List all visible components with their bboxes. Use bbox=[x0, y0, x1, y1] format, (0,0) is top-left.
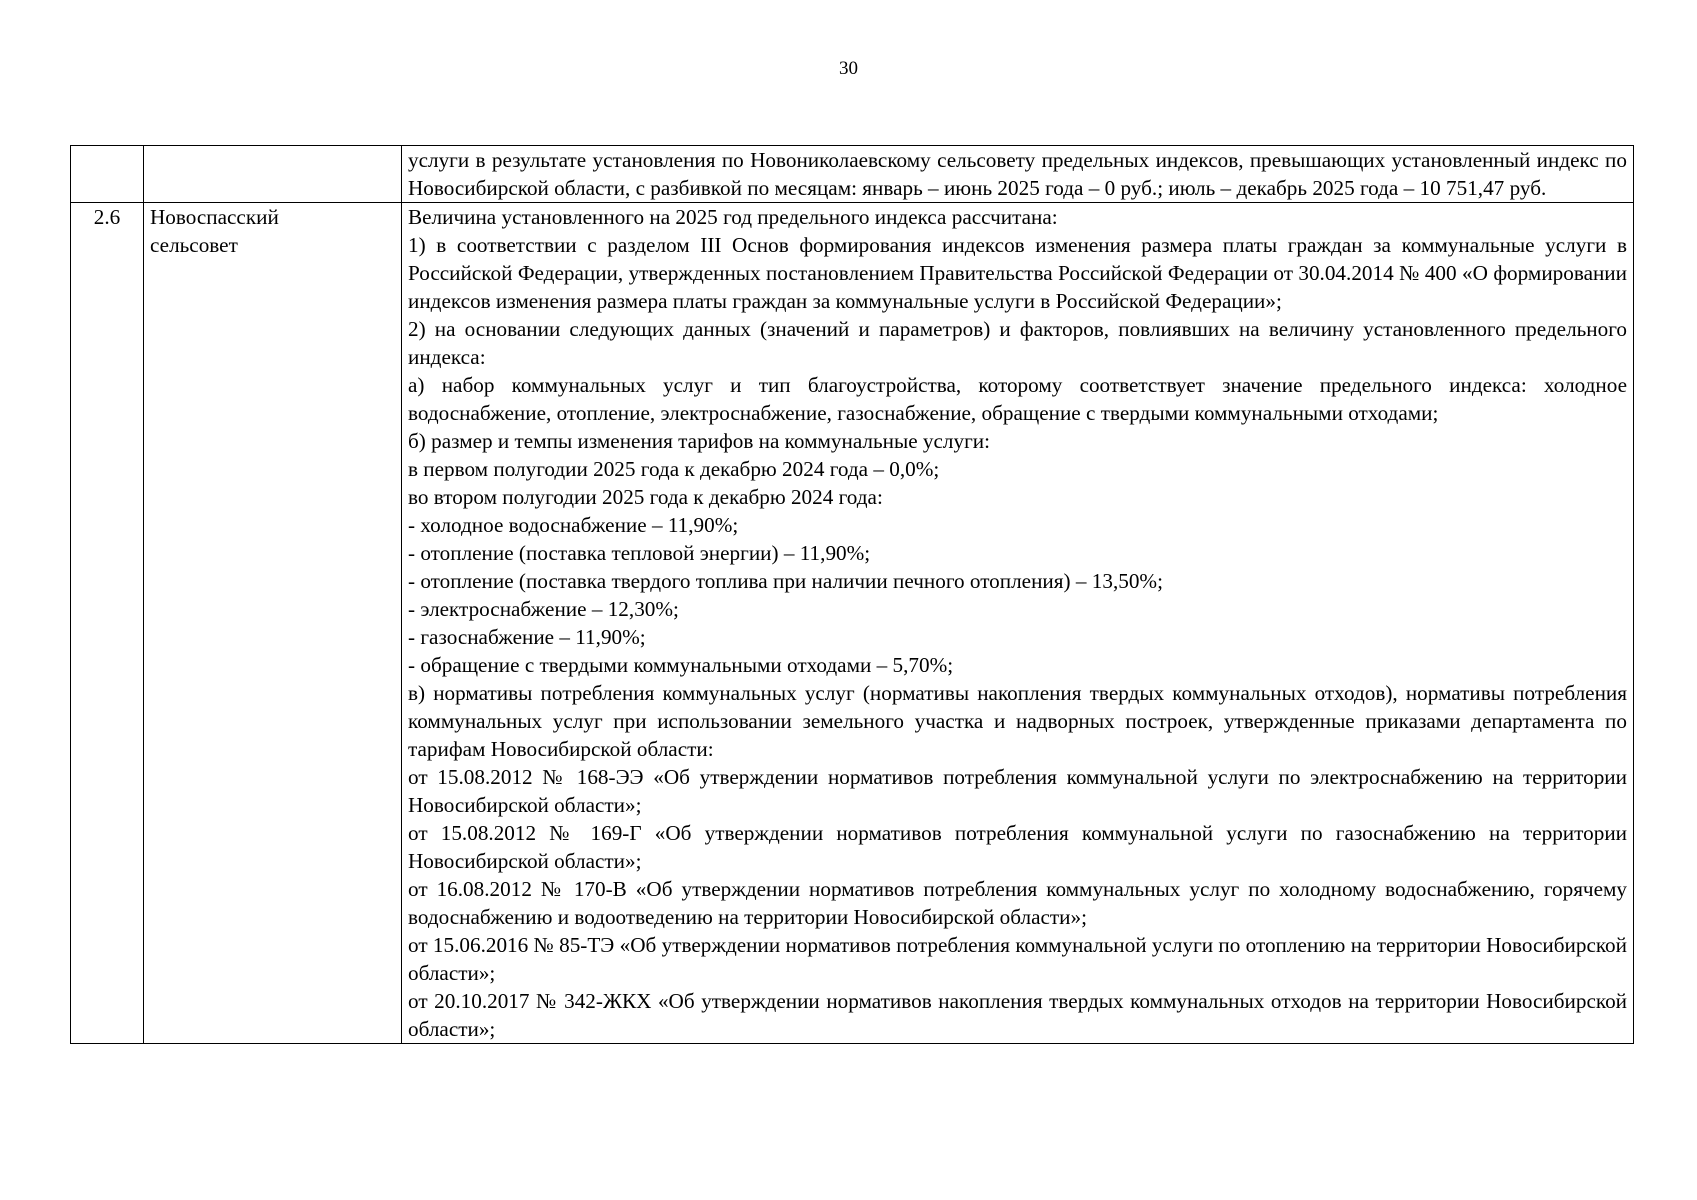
description-paragraph: - обращение с твердыми коммунальными отходами – 5,70%; bbox=[408, 653, 954, 677]
description-paragraph: во втором полугодии 2025 года к декабрю 2024 года: bbox=[408, 485, 883, 509]
description-paragraph: Величина установленного на 2025 год предельного индекса рассчитана: bbox=[408, 205, 1058, 229]
page-number: 30 bbox=[839, 58, 858, 79]
settlement-name-cell bbox=[144, 203, 402, 1044]
description-paragraph: от 15.08.2012 № 169-Г «Об утверждении нормативов потребления коммунальной услуги по газоснабжению на территории Новосибирской области»; bbox=[408, 821, 1627, 873]
description-paragraph: - холодное водоснабжение – 11,90%; bbox=[408, 513, 739, 537]
description-paragraph: от 15.08.2012 № 168-ЭЭ «Об утверждении нормативов потребления коммунальной услуги по электроснабжению на территории Новосибирской области»; bbox=[408, 765, 1627, 817]
settlement-name-line: Новоспасский bbox=[150, 205, 279, 229]
indices-table bbox=[70, 145, 1634, 1044]
settlement-name-line: сельсовет bbox=[150, 233, 238, 257]
description-paragraph: 2) на основании следующих данных (значений и параметров) и факторов, повлиявших на величину установленного предельного индекса: bbox=[408, 317, 1627, 369]
description-paragraph: а) набор коммунальных услуг и тип благоустройства, которому соответствует значение предельного индекса: холодное водоснабжение, отопление, электроснабжение, газоснабжение, обращение с твердыми коммунальными отходами; bbox=[408, 373, 1627, 425]
description-paragraph: - отопление (поставка твердого топлива при наличии печного отопления) – 13,50%; bbox=[408, 569, 1163, 593]
description-paragraph: б) размер и темпы изменения тарифов на коммунальные услуги: bbox=[408, 429, 991, 453]
description-paragraph: - газоснабжение – 11,90%; bbox=[408, 625, 646, 649]
description-paragraph: 1) в соответствии с разделом III Основ формирования индексов изменения размера платы граждан за коммунальные услуги в Российской Федерации, утвержденных постановлением Правительства Российской Федерации от 30.04.2014 № 400 «О формировании индексов изменения размера платы граждан за коммунальные услуги в Российской Федерации»; bbox=[408, 233, 1627, 313]
description-paragraph: от 16.08.2012 № 170-В «Об утверждении нормативов потребления коммунальных услуг по холодному водоснабжению, горячему водоснабжению и водоотведению на территории Новосибирской области»; bbox=[408, 877, 1627, 929]
description-paragraph: услуги в результате установления по Новониколаевскому сельсовету предельных индексов, превышающих установленный индекс по Новосибирской области, с разбивкой по месяцам: январь – июнь 2025 года – 0 руб.; июль – декабрь 2025 года – 10 751,47 руб. bbox=[408, 148, 1627, 200]
description-cell bbox=[402, 203, 1634, 1044]
description-paragraph: в) нормативы потребления коммунальных услуг (нормативы накопления твердых коммунальных отходов), нормативы потребления коммунальных услуг при использовании земельного участка и надворных построек, утвержденные приказами департамента по тарифам Новосибирской области: bbox=[408, 681, 1627, 761]
row-number-cell bbox=[71, 146, 144, 203]
settlement-name-cell bbox=[144, 146, 402, 203]
table-row bbox=[71, 203, 1634, 1044]
description-paragraph: - электроснабжение – 12,30%; bbox=[408, 597, 679, 621]
table-row bbox=[71, 146, 1634, 203]
description-paragraph: от 15.06.2016 № 85-ТЭ «Об утверждении нормативов потребления коммунальной услуги по отоплению на территории Новосибирской области»; bbox=[408, 933, 1627, 985]
row-number-cell: 2.6 bbox=[71, 203, 144, 1044]
description-paragraph: от 20.10.2017 № 342-ЖКХ «Об утверждении нормативов накопления твердых коммунальных отходов на территории Новосибирской области»; bbox=[408, 989, 1627, 1041]
description-paragraph: - отопление (поставка тепловой энергии) – 11,90%; bbox=[408, 541, 871, 565]
description-paragraph: в первом полугодии 2025 года к декабрю 2024 года – 0,0%; bbox=[408, 457, 940, 481]
description-cell bbox=[402, 146, 1634, 203]
